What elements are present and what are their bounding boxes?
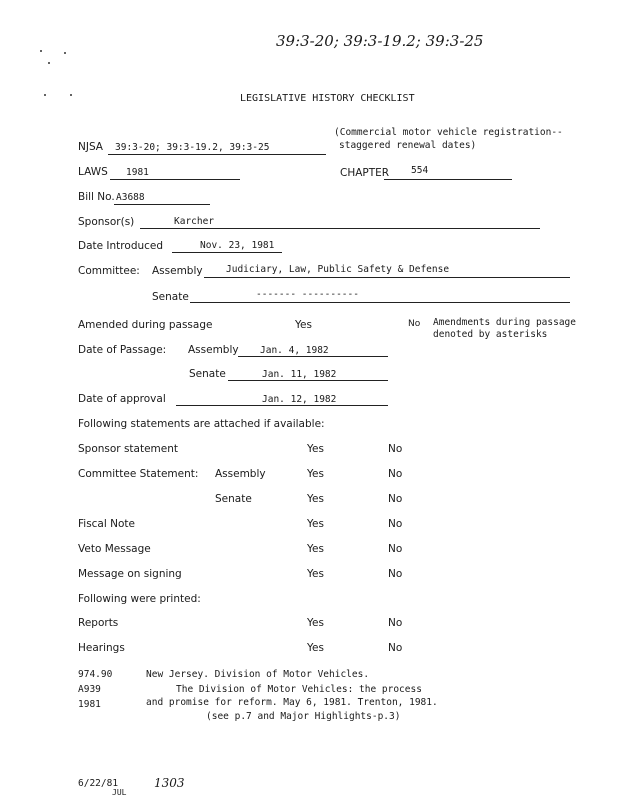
chapter-value: 554 [411, 165, 429, 176]
sponsor-statement-label: Sponsor statement [78, 443, 179, 455]
njsa-label: NJSA [78, 141, 103, 153]
citation-line3: and promise for reform. May 6, 1981. Trenton, 1981. [146, 697, 438, 708]
sponsor-statement-yes: Yes [307, 443, 324, 455]
passage-label: Date of Passage: [78, 344, 167, 356]
amended-note-line1: Amendments during passage [433, 317, 576, 328]
speck [70, 94, 72, 96]
citation-line1: New Jersey. Division of Motor Vehicles. [146, 669, 370, 680]
bill-underline [114, 204, 210, 205]
approval-underline [176, 405, 388, 406]
hearings-no: No [388, 642, 403, 654]
speck [40, 50, 42, 52]
signing-message-no: No [388, 568, 403, 580]
passage-senate-value: Jan. 11, 1982 [262, 369, 337, 380]
handwritten-statute-numbers: 39:3-20; 39:3-19.2; 39:3-25 [276, 32, 484, 50]
committee-statement-senate-label: Senate [215, 493, 252, 505]
bill-label: Bill No. [78, 191, 115, 203]
laws-label: LAWS [78, 166, 108, 178]
citation-line2: The Division of Motor Vehicles: the process [176, 684, 422, 695]
passage-senate-underline [228, 380, 388, 381]
veto-message-no: No [388, 543, 403, 555]
sponsor-label: Sponsor(s) [78, 216, 135, 228]
sponsor-underline [140, 228, 540, 229]
committee-assembly-label: Assembly [152, 265, 203, 277]
chapter-label: CHAPTER [340, 167, 390, 179]
speck [48, 62, 50, 64]
call-number-1: 974.90 [78, 669, 113, 680]
chapter-underline [384, 179, 512, 180]
footer-number: 1303 [154, 776, 185, 790]
introduced-value: Nov. 23, 1981 [200, 240, 275, 251]
committee-senate-label: Senate [152, 291, 189, 303]
committee-statement-label: Committee Statement: [78, 468, 199, 480]
passage-senate-label: Senate [189, 368, 226, 380]
committee-statement-senate-no: No [388, 493, 403, 505]
committee-assembly-underline [204, 277, 570, 278]
reports-label: Reports [78, 617, 119, 629]
laws-underline [110, 179, 240, 180]
bill-value: A3688 [116, 192, 145, 203]
amended-label: Amended during passage [78, 319, 213, 331]
subject-line2: staggered renewal dates) [339, 140, 477, 151]
footer-initials: JUL [112, 788, 127, 797]
fiscal-note-yes: Yes [307, 518, 324, 530]
reports-no: No [388, 617, 403, 629]
committee-senate-underline [190, 302, 570, 303]
statements-heading: Following statements are attached if available: [78, 418, 325, 430]
committee-statement-assembly-no: No [388, 468, 403, 480]
approval-value: Jan. 12, 1982 [262, 394, 337, 405]
committee-statement-assembly-yes: Yes [307, 468, 324, 480]
veto-message-yes: Yes [307, 543, 324, 555]
call-number-2: A939 [78, 684, 101, 695]
amended-note-line2: denoted by asterisks [433, 329, 548, 340]
passage-assembly-underline [238, 356, 388, 357]
call-number-3: 1981 [78, 699, 101, 710]
committee-label: Committee: [78, 265, 140, 277]
njsa-value: 39:3-20; 39:3-19.2, 39:3-25 [115, 142, 270, 153]
fiscal-note-no: No [388, 518, 403, 530]
committee-assembly-value: Judiciary, Law, Public Safety & Defense [226, 264, 450, 275]
amended-yes: Yes [295, 319, 312, 331]
passage-assembly-value: Jan. 4, 1982 [260, 345, 329, 356]
speck [44, 94, 46, 96]
introduced-label: Date Introduced [78, 240, 164, 252]
committee-statement-assembly-label: Assembly [215, 468, 266, 480]
signing-message-yes: Yes [307, 568, 324, 580]
speck [64, 52, 66, 54]
veto-message-label: Veto Message [78, 543, 151, 555]
amended-no: No [408, 319, 421, 329]
fiscal-note-label: Fiscal Note [78, 518, 135, 530]
reports-yes: Yes [307, 617, 324, 629]
signing-message-label: Message on signing [78, 568, 182, 580]
printed-heading: Following were printed: [78, 593, 201, 605]
subject-line1: (Commercial motor vehicle registration-- [334, 127, 563, 138]
introduced-underline [172, 252, 282, 253]
committee-senate-value: ------- ---------- [256, 289, 359, 300]
hearings-label: Hearings [78, 642, 125, 654]
committee-statement-senate-yes: Yes [307, 493, 324, 505]
sponsor-statement-no: No [388, 443, 403, 455]
approval-label: Date of approval [78, 393, 166, 405]
page-title: LEGISLATIVE HISTORY CHECKLIST [240, 93, 415, 104]
citation-line4: (see p.7 and Major Highlights-p.3) [206, 711, 401, 722]
sponsor-value: Karcher [174, 216, 215, 227]
njsa-underline [108, 154, 326, 155]
hearings-yes: Yes [307, 642, 324, 654]
laws-value: 1981 [126, 167, 149, 178]
footer-date: 6/22/81 [78, 778, 119, 789]
passage-assembly-label: Assembly [188, 344, 239, 356]
